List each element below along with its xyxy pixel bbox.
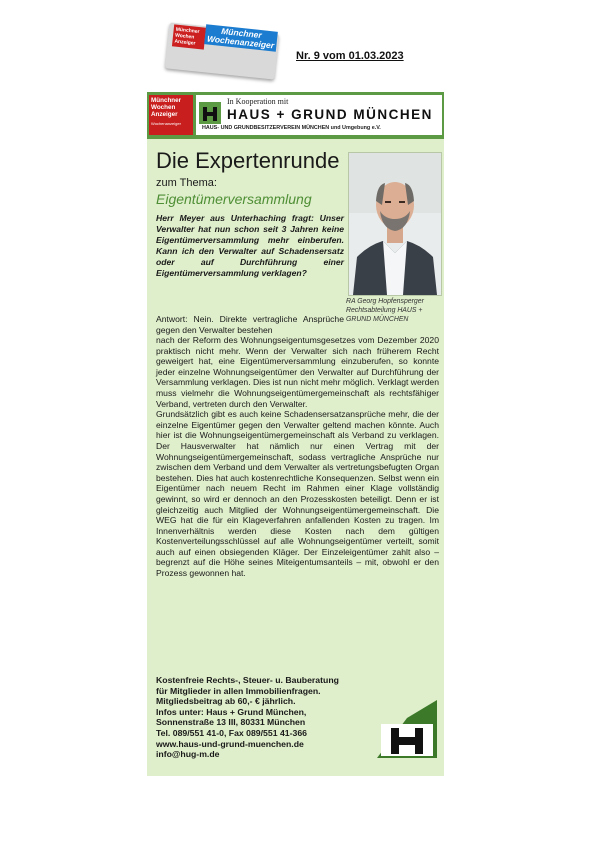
topic-label: zum Thema: xyxy=(156,177,217,189)
article-title: Die Expertenrunde xyxy=(156,148,340,173)
contact-line: Tel. 089/551 41-0, Fax 089/551 41-366 xyxy=(156,727,308,738)
photo-caption: RA Georg Hopfensperger Rechtsabteilung HAUS + GRUND MÜNCHEN xyxy=(346,298,424,323)
answer-paragraph: Grundsätzlich gibt es auch keine Schadensersatzansprüche mehr, die der einzelne Eigentümer gegen den Verwalter geltend machen könnte. Auch hier ist die Wohnungseigentümergemeinschaft als Verband zu verklagen. Der Hausverwalter hat nämlich nur einen Vertrag mit der Wohnungseigentümergemeinschaft, sodass vertragliche Ansprüche nur zwischen dem Verband und dem Verwalter als vertretungsbefugten Organ bestehen. Dies hat auch kostenrechtliche Konsequenzen. Selbst wenn ein Eigentümer nach neuem Recht im Rahmen einer Klage vollständig gewinnt, so wird er dennoch an den Prozesskosten beteiligt. Denn er ist gleichzeitig auch Mitglied der Wohnungseigentümergemeinschaft. Die WEG hat die für ein Klageverfahren anfallenden Kosten zu tragen. Im Innenverhältnis werden diese Kosten nach dem gültigen Kostenverteilungsschlüssel auf alle Wohnungseigentümer verteilt, somit auch auf einen obsiegenden Kläger. Der Einzeleigentümer zahlt also – begrenzt auf die Höhe seines Miteigentumsanteils – mit, obwohl er den Prozess gewonnen hat. xyxy=(156,409,439,579)
contact-line: Sonnenstraße 13 III, 80331 München xyxy=(156,717,306,728)
cooperation-label: In Kooperation mit xyxy=(227,97,289,106)
article-header xyxy=(147,92,444,139)
newspaper-logo-title: Münchner Wochenanzeiger xyxy=(204,24,278,51)
contact-info xyxy=(156,675,366,760)
article-box xyxy=(147,92,444,776)
haus-grund-house-icon xyxy=(199,102,221,124)
reader-question: Herr Meyer aus Unterhaching fragt: Unser Verwalter hat nun schon seit 3 Jahren keine Eigentümerversammlung mehr einberufen. Kann ich den Verwalter auf Schadensersatz oder auf Durchführung einer Eigentümerversammlung verklagen? xyxy=(156,213,344,279)
haus-grund-band xyxy=(196,95,442,135)
website-link[interactable]: www.haus-und-grund-muenchen.de xyxy=(156,738,304,749)
contact-line: Kostenfreie Rechts-, Steuer- u. Bauberatung xyxy=(156,675,339,685)
haus-grund-subtitle: HAUS- UND GRUNDBESITZERVEREIN MÜNCHEN und Umgebung e.V. xyxy=(202,125,381,131)
wochenanzeiger-logo xyxy=(149,95,193,135)
haus-grund-corner-logo xyxy=(377,700,437,758)
issue-number: Nr. 9 vom 01.03.2023 xyxy=(296,50,404,62)
wochenanzeiger-logo-sub: Wochenanzeiger xyxy=(151,120,181,126)
answer-body xyxy=(156,335,439,579)
expert-portrait-photo xyxy=(348,152,442,296)
topic: Eigentümerversammlung xyxy=(156,191,312,207)
haus-grund-name: HAUS + GRUND MÜNCHEN xyxy=(227,107,433,122)
contact-line: Mitgliedsbeitrag ab 60,- € jährlich. xyxy=(156,696,296,707)
newspaper-logo-badge: Münchner Wochen Anzeiger xyxy=(172,24,206,49)
answer-paragraph: nach der Reform des Wohnungseigentumsgesetzes vom Dezember 2020 praktisch nicht mehr. Wenn der Verwalter sich nach früherem Recht geweigert hat, eine Eigentümerversammlung einzuberufen, so konnte jeder einzelne Wohnungseigentümer den Verwalter auf Durchführung der Versammlung verklagen. Dies ist nun nicht mehr möglich. Verklagt werden muss vielmehr die Wohnungseigentümergemeinschaft als rechtsfähiger Verband, vertreten durch den Verwalter. xyxy=(156,335,439,409)
wochenanzeiger-logo-line: Anzeiger xyxy=(151,111,178,119)
newspaper-logo xyxy=(167,22,279,78)
wochenanzeiger-logo-line: Münchner xyxy=(151,97,182,104)
wochenanzeiger-logo-line: Wochen xyxy=(151,104,176,112)
email-link[interactable]: info@hug-m.de xyxy=(156,749,220,760)
answer-intro: Antwort: Nein. Direkte vertragliche Ansprüche gegen den Verwalter bestehen xyxy=(156,314,344,335)
contact-line: Infos unter: Haus + Grund München, xyxy=(156,706,307,717)
contact-line: für Mitglieder in allen Immobilienfragen. xyxy=(156,685,321,696)
